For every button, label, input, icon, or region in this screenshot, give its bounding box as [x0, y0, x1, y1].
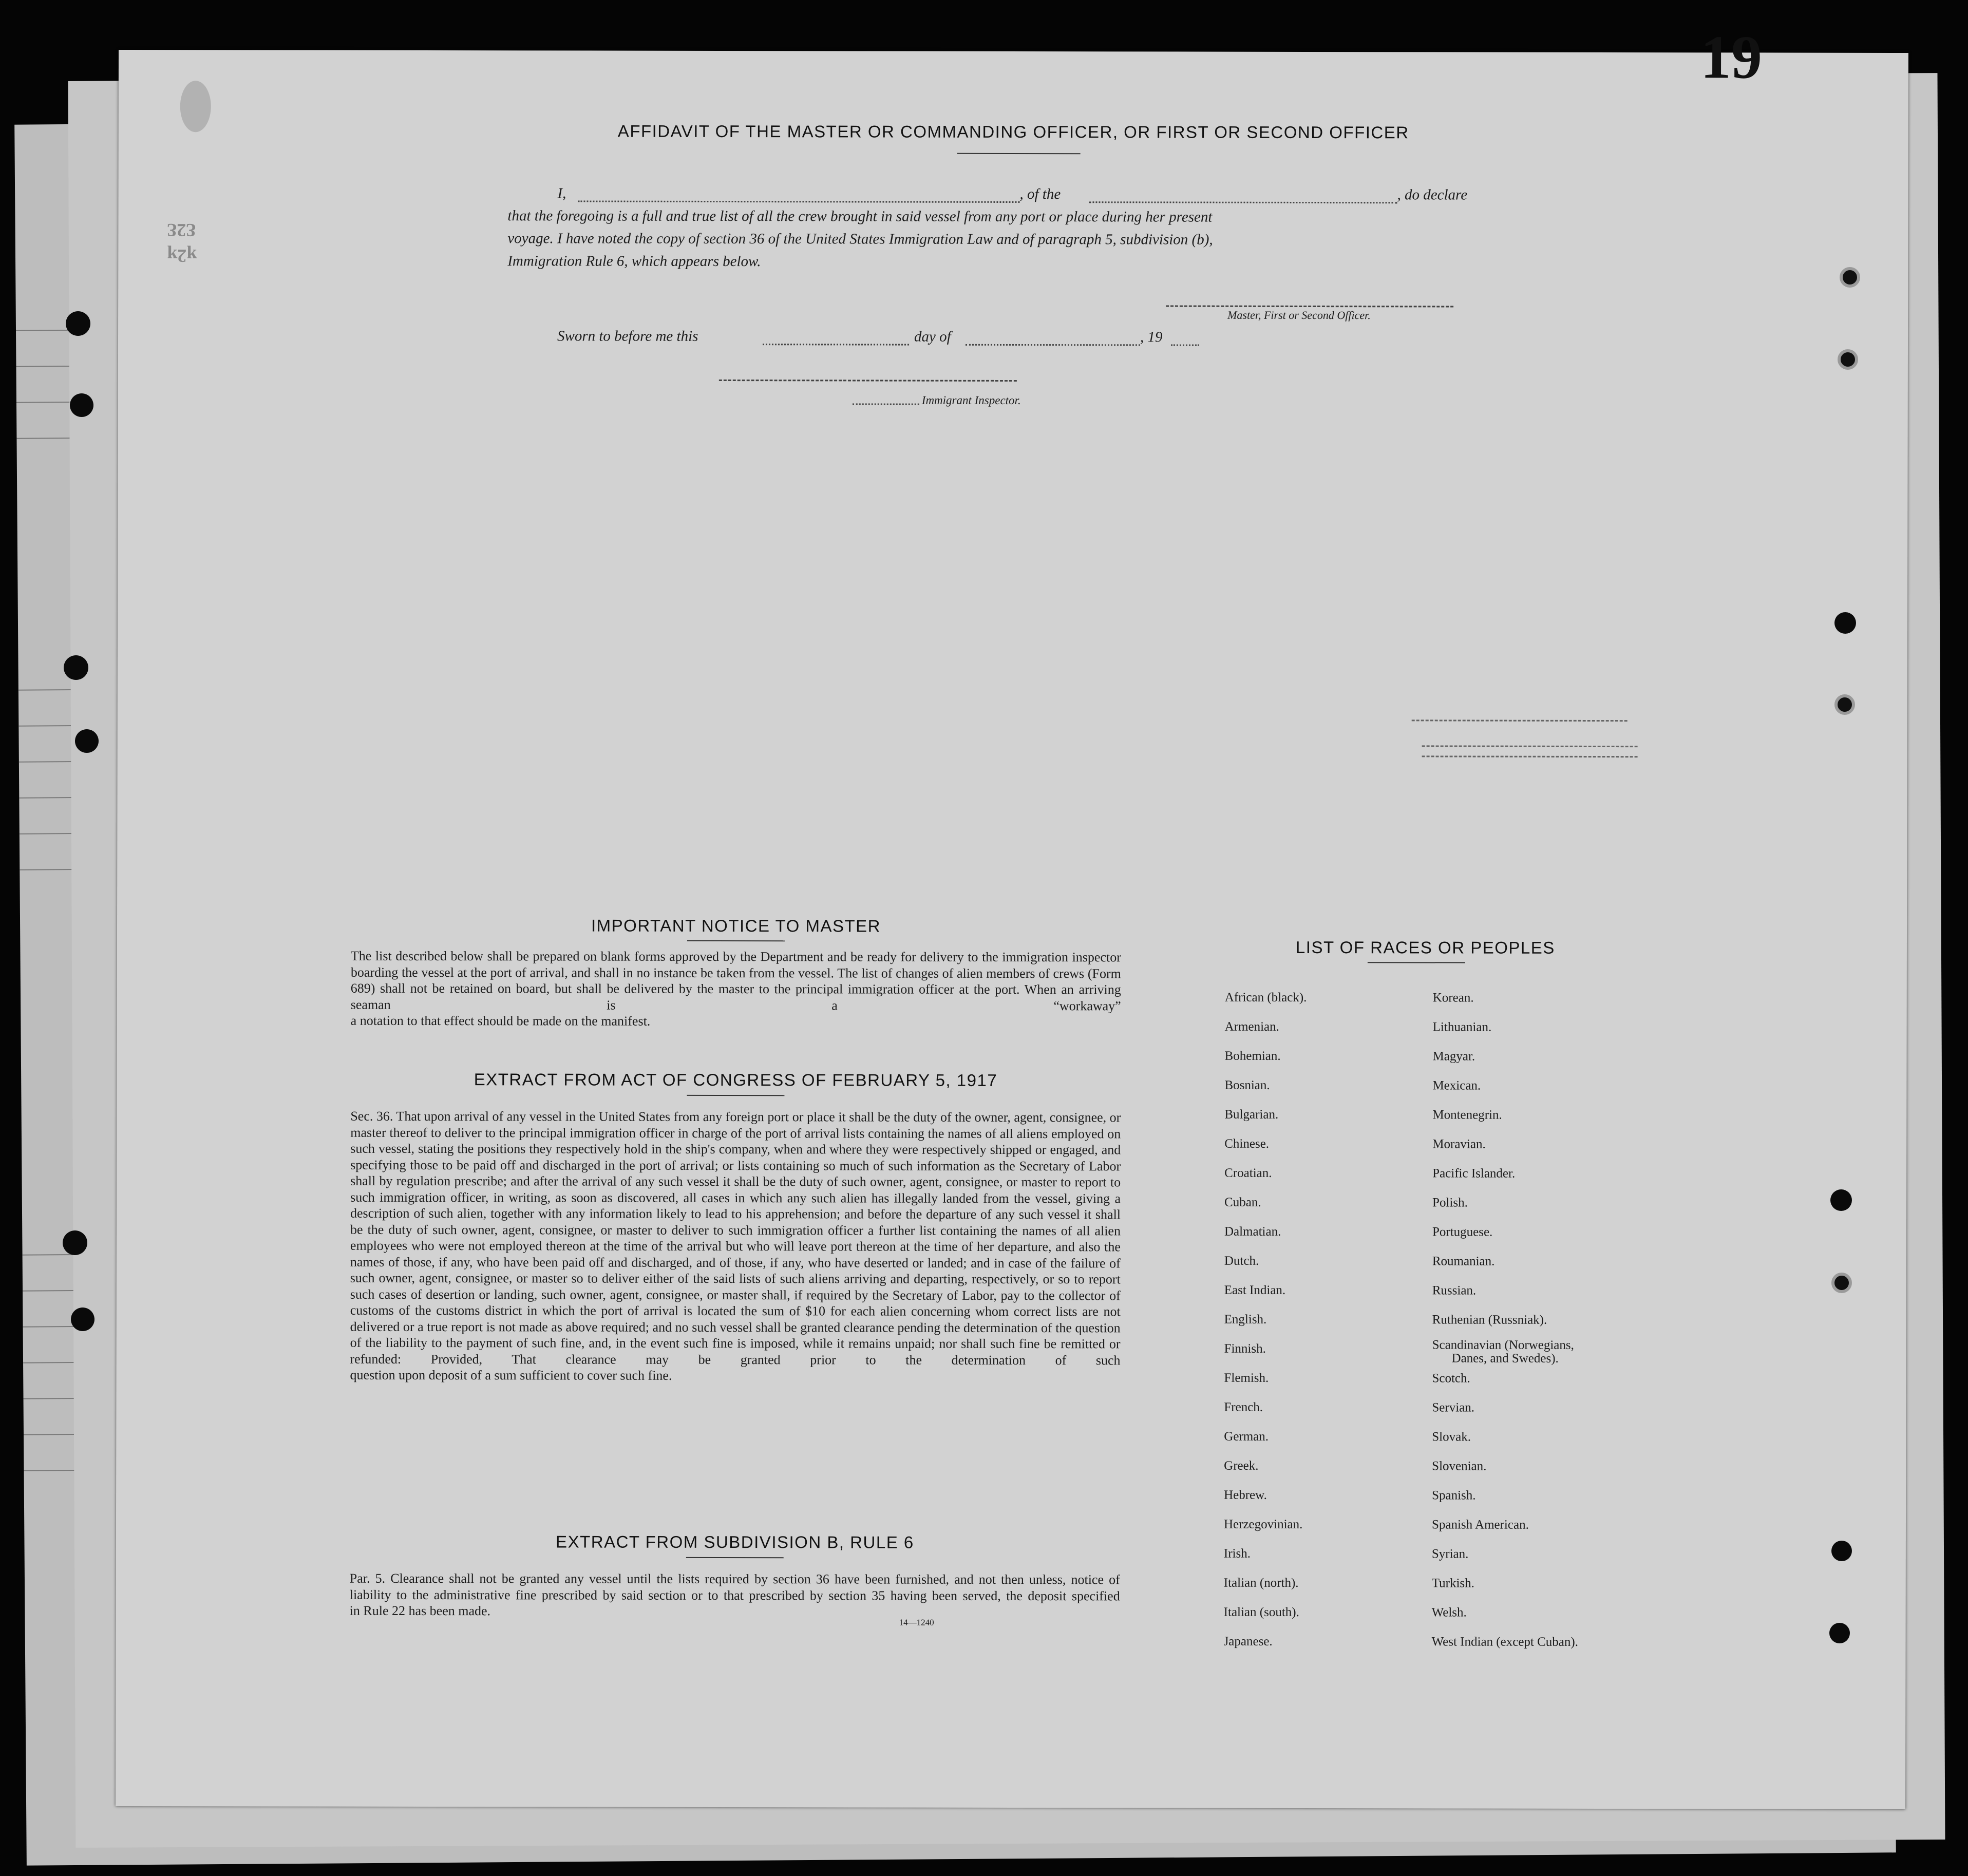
race-item: Greek. [1224, 1458, 1259, 1473]
race-item: Pacific Islander. [1432, 1166, 1516, 1181]
notice-text: The list described below shall be prepared on blank forms approved by the Department and be ready for delivery to the immigration inspector boarding the vessel at the port of arrival, and shall in no instance be taken from the vessel. The list of changes of alien members of crews (Form 689) shall not be retained on board, but shall be delivered by the master to the principal immigration officer at the port. When an arriving seaman is a “workaway” a notation to that effect should be made on the manifest. [350, 948, 1121, 1029]
binding-hole [64, 655, 88, 680]
race-item: Mexican. [1432, 1078, 1481, 1093]
race-item: Moravian. [1432, 1137, 1486, 1151]
race-item: Bulgarian. [1224, 1107, 1279, 1122]
faint-blank [1422, 755, 1638, 757]
month-blank[interactable] [966, 344, 1140, 346]
affidavit-declare: , do declare [1397, 186, 1468, 203]
race-item: Chinese. [1224, 1136, 1270, 1151]
faint-blank [1422, 745, 1638, 747]
inspector-label: Immigrant Inspector. [921, 393, 1021, 407]
race-item: Flemish. [1224, 1371, 1269, 1385]
binding-hole [63, 1230, 87, 1255]
binding-hole [1831, 1273, 1852, 1293]
race-item: Korean. [1432, 991, 1474, 1005]
race-item: Spanish. [1432, 1488, 1476, 1503]
inspector-signature-blank[interactable] [719, 380, 1017, 382]
race-item: Bosnian. [1224, 1078, 1270, 1092]
race-item: Magyar. [1432, 1049, 1475, 1064]
binding-hole [1840, 267, 1860, 288]
affidavit-i: I, [557, 185, 566, 202]
race-item: East Indian. [1224, 1283, 1286, 1297]
manifest-page [116, 23, 1908, 1809]
race-item: Slovak. [1432, 1430, 1471, 1444]
race-item: Lithuanian. [1432, 1020, 1492, 1034]
affidavit-of-the: , of the [1019, 186, 1061, 203]
race-item: Armenian. [1224, 1019, 1279, 1034]
name-blank[interactable] [578, 201, 1019, 203]
day-of: day of [914, 328, 951, 345]
race-item: Dutch. [1224, 1254, 1259, 1268]
race-item-continuation: Danes, and Swedes). [1451, 1351, 1559, 1366]
faint-blank [1412, 719, 1628, 722]
year-prefix: , 19 [1140, 329, 1163, 346]
race-item: Finnish. [1224, 1341, 1266, 1356]
year-blank[interactable] [1171, 345, 1199, 346]
race-item: Syrian. [1431, 1547, 1469, 1561]
vessel-blank[interactable] [1089, 201, 1397, 203]
affidavit-line-2: that the foregoing is a full and true list of all the crew brought in said vessel from any port or place during her present [507, 207, 1213, 225]
race-item: Dalmatian. [1224, 1224, 1281, 1239]
affidavit-line-3: voyage. I have noted the copy of section 36 of the United States Immigration Law and of paragraph 5, subdivision (b), [507, 230, 1213, 248]
margin-mark: ʞ2ʞ [167, 245, 197, 267]
sworn-to: Sworn to before me this [557, 328, 698, 345]
race-item: Spanish American. [1431, 1518, 1529, 1532]
binding-hole [71, 1307, 94, 1331]
races-title: LIST OF RACES OR PEOPLES [1295, 937, 1555, 957]
margin-mark: Ɛ2Ɛ [167, 220, 196, 241]
race-item: French. [1224, 1400, 1263, 1414]
race-item: Italian (south). [1223, 1605, 1299, 1619]
race-item: Ruthenian (Russniak). [1432, 1313, 1547, 1327]
act-title: EXTRACT FROM ACT OF CONGRESS OF FEBRUARY 5, 1917 [474, 1070, 998, 1090]
inspector-blank[interactable] [853, 403, 919, 405]
signature-label: Master, First or Second Officer. [1227, 308, 1371, 322]
binding-hole [1829, 1623, 1850, 1643]
race-item: Polish. [1432, 1196, 1468, 1210]
binding-hole [1834, 612, 1856, 634]
race-item: Bohemian. [1224, 1049, 1281, 1063]
race-item: West Indian (except Cuban). [1431, 1635, 1578, 1649]
notice-title: IMPORTANT NOTICE TO MASTER [591, 916, 881, 936]
race-item: Roumanian. [1432, 1254, 1495, 1268]
race-item: Irish. [1223, 1546, 1251, 1561]
race-item: Cuban. [1224, 1195, 1261, 1209]
page-number-stamp: 19 [1700, 23, 1763, 91]
race-item: Italian (north). [1223, 1576, 1299, 1590]
race-item: German. [1224, 1429, 1269, 1444]
rule-title: EXTRACT FROM SUBDIVISION B, RULE 6 [556, 1532, 914, 1552]
day-blank[interactable] [763, 344, 909, 345]
race-item: Montenegrin. [1432, 1108, 1502, 1122]
rule-text: Par. 5. Clearance shall not be granted any vessel until the lists required by section 36 have been furnished, and not then unless, notice of liability to the administrative fine prescribed by said section or to that prescribed by section 35 having been served, the deposit specified in Rule 22 has been made. [349, 1570, 1120, 1619]
race-item: Slovenian. [1432, 1459, 1487, 1473]
race-item: Welsh. [1431, 1605, 1467, 1620]
race-item: Scotch. [1432, 1371, 1470, 1386]
binding-hole [1831, 1541, 1852, 1561]
race-item: Herzegovinian. [1223, 1517, 1303, 1531]
binding-hole [66, 311, 90, 336]
affidavit-line-4: Immigration Rule 6, which appears below. [507, 253, 761, 270]
race-item: Russian. [1432, 1283, 1477, 1298]
binding-hole [70, 393, 93, 417]
race-item: African (black). [1224, 990, 1307, 1005]
affidavit-title: AFFIDAVIT OF THE MASTER OR COMMANDING OFFICER, OR FIRST OR SECOND OFFICER [617, 121, 1409, 142]
race-item: Scandinavian (Norwegians, [1432, 1338, 1574, 1352]
binding-hole [1838, 349, 1858, 370]
race-item: Turkish. [1431, 1576, 1474, 1590]
race-item: Servian. [1432, 1400, 1475, 1415]
race-item: Japanese. [1223, 1634, 1273, 1648]
act-text: Sec. 36. That upon arrival of any vessel in the United States from any foreign port or place it shall be the duty of the owner, agent, consignee, or master thereof to deliver to the principal immigration officer in charge of the port of arrival lists containing the names of all aliens employed on such vessel, stating the positions they respectively hold in the ship's company, when and where they were respectively shipped or engaged, and specifying those to be paid off and discharged in the port of arrival; or lists containing so much of such information as the Secretary of Labor shall by regulation prescribe; and after the arrival of any such vessel it shall be the duty of such owner, agent, consignee, or master to report to such immigration officer, in writing, as soon as discovered, all cases in which any such alien has illegally landed from the vessel, giving a description of such alien, together with any information likely to lead to his apprehension; and before the departure of any such vessel it shall be the duty of such owner, agent, consignee, or master to deliver to such immigration officer a further list containing the names of all alien employees who were not employed thereon at the time of the arrival but who will leave port thereon at the time of her departure, and also the names of those, if any, who have been paid off and discharged, and of those, if any, who have deserted or landed; and in case of the failure of such owner, agent, consignee, or master so to deliver either of the said lists of such aliens arriving and departing, respectively, or so to report such cases of desertion or landing, such owner, agent, consignee, or master shall, if required by the Secretary of Labor, pay to the collector of customs of the customs district in which the port of arrival is located the sum of $10 for each alien concerning whom correct lists are not delivered or a true report is not made as above required; and no such vessel shall be granted clearance pending the determination of the question of the liability to the payment of such fine, and, in the event such fine is imposed, while it remains unpaid; nor shall such fine be remitted or refunded: Provided, That clearance may be granted prior to the determination of such question upon deposit of a sum sufficient to cover such fine. [350, 1108, 1121, 1383]
race-item: Hebrew. [1224, 1488, 1267, 1502]
binding-hole [1830, 1189, 1852, 1211]
race-item: English. [1224, 1312, 1267, 1327]
binding-hole [75, 729, 99, 753]
signature-blank[interactable] [1166, 306, 1453, 308]
race-item: Croatian. [1224, 1166, 1272, 1180]
form-number: 14—1240 [899, 1617, 934, 1627]
race-item: Portuguese. [1432, 1225, 1493, 1239]
binding-hole [1834, 694, 1855, 715]
